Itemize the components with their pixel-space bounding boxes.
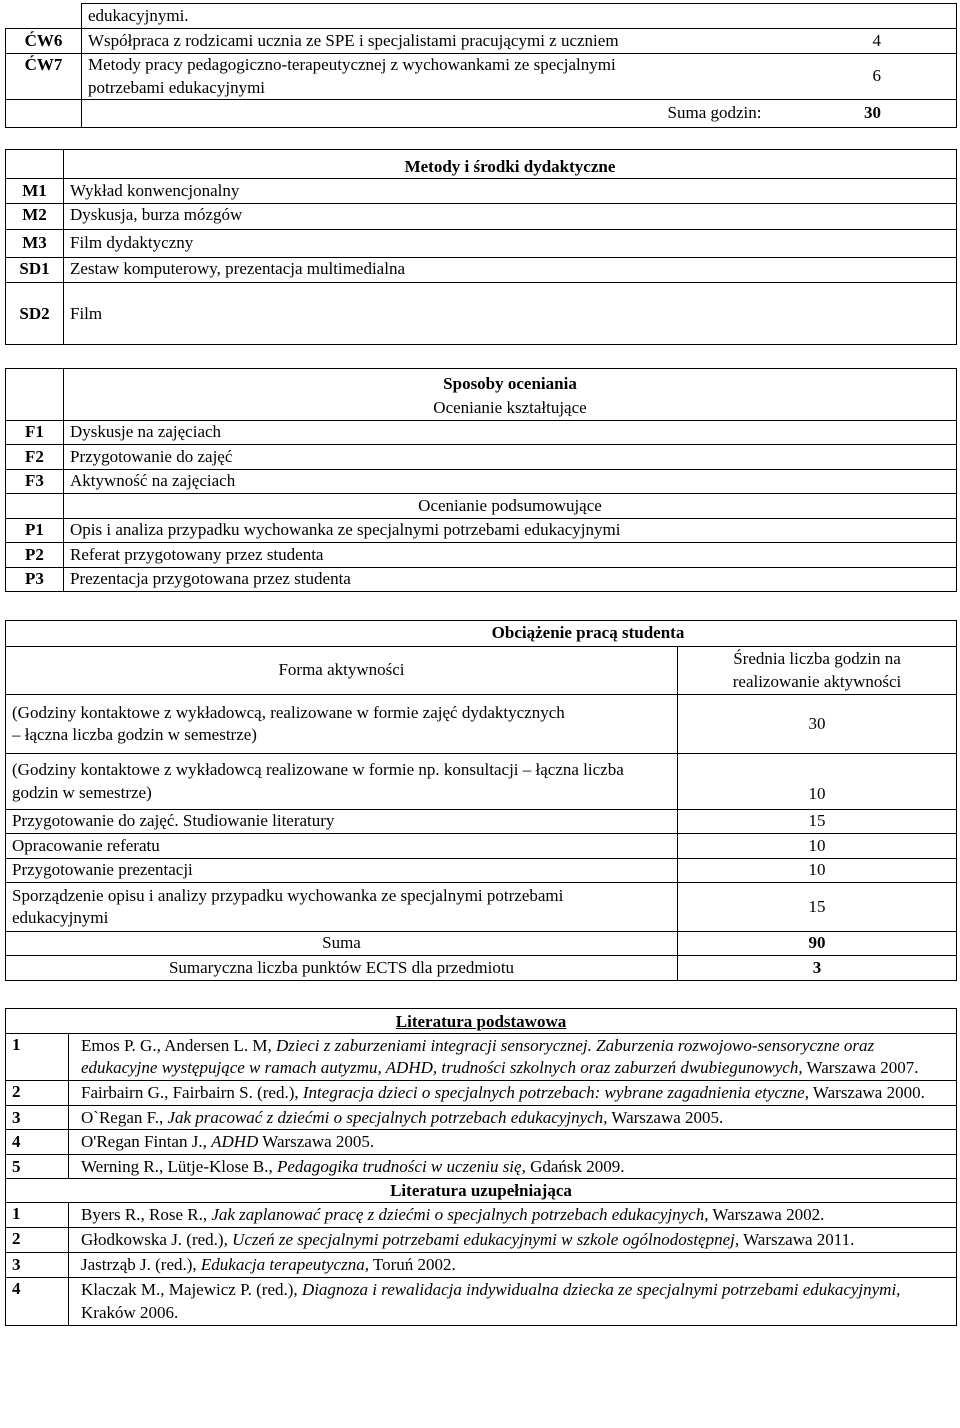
literature-rest: Gdańsk 2009. [525,1156,625,1176]
topic-code: ĆW6 [6,29,82,54]
formative-row [6,421,957,445]
assessment-code: P2 [6,543,64,568]
literature-basic-title: Literatura podstawowa [6,1009,957,1034]
literature-rest: Warszawa 2002. [708,1205,825,1225]
literature-number: 2 [6,1081,69,1106]
method-code: SD1 [6,257,64,283]
workload-row [6,754,957,810]
literature-title: Dzieci z zaburzeniami integracji sensorycznej. Zaburzenia rozwojowo-sensoryczne oraz edukacyjne występujące w ramach autyzmu, ADHD, trudności szkolnych oraz zaburzeń dwubiegunowych, [81,1036,875,1078]
literature-author: Głodkowska J. (red.), [81,1230,233,1250]
assessment-code: P1 [6,519,64,543]
literature-item [6,1228,957,1253]
assessment-text: Prezentacja przygotowana przez studenta [64,568,957,592]
literature-number: 4 [6,1130,69,1155]
method-text: Zestaw komputerowy, prezentacja multimedialna [64,257,957,283]
topic-row [6,29,957,54]
workload-activity: Sporządzenie opisu i analizy przypadku wychowanka ze specjalnymi potrzebami edukacyjnymi [6,883,678,932]
literature-title: Pedagogika trudności w uczeniu się, [277,1156,526,1176]
summative-row [6,568,957,592]
workload-hours: 10 [678,834,957,859]
workload-row [6,883,957,932]
summative-row [6,519,957,543]
method-row [6,257,957,283]
literature-title: Uczeń ze specjalnymi potrzebami edukacyjnymi w szkole ogólnodostępnej, [232,1230,740,1250]
topics-table [5,3,957,128]
literature-author: Byers R., Rose R., [81,1205,212,1225]
assessment-code: F3 [6,470,64,494]
method-code: M1 [6,178,64,204]
topics-sum-row [6,100,957,128]
methods-title: Metody i środki dydaktyczne [64,150,957,179]
literature-item [6,1106,957,1130]
literature-rest: Warszawa 2007. [802,1058,919,1078]
literature-number: 4 [6,1278,69,1325]
topic-desc: Współpraca z rodzicami ucznia ze SPE i specjalistami pracującymi z uczniem [82,29,787,54]
formative-row [6,470,957,494]
method-row [6,204,957,230]
literature-rest: Warszawa 2000. [808,1083,925,1103]
literature-author: Emos P. G., Andersen L. M, [81,1036,277,1055]
literature-author: Klaczak M., Majewicz P. (red.), [81,1280,302,1300]
workload-ects-value: 3 [678,956,957,981]
workload-activity: (Godziny kontaktowe z wykładowcą, realizowane w formie zajęć dydaktycznych – łączna liczba godzin w semestrze) [6,695,678,754]
literature-item [6,1130,957,1155]
workload-activity: Opracowanie referatu [6,834,678,859]
workload-activity: Przygotowanie do zajęć. Studiowanie literatury [6,810,678,834]
topic-hours: 6 [787,54,957,100]
workload-row [6,810,957,834]
literature-item [6,1081,957,1106]
literature-rest: Toruń 2002. [368,1255,456,1275]
literature-title: ADHD [211,1132,259,1152]
assessment-table [5,368,957,592]
workload-row [6,695,957,754]
literature-number: 5 [6,1155,69,1179]
topic-hours: 4 [787,29,957,54]
literature-author: O`Regan F., [81,1107,168,1127]
literature-rest: Warszawa 2005. [258,1132,375,1152]
topic-code: ĆW7 [6,54,82,100]
method-text: Film [64,283,957,345]
workload-sum-label: Suma [6,932,678,956]
assessment-code: F1 [6,421,64,445]
topics-top-text: edukacyjnymi. [82,4,787,29]
methods-table [5,149,957,345]
assessment-code: F2 [6,445,64,470]
literature-table [5,1008,957,1326]
literature-title: Edukacja terapeutyczna, [200,1255,369,1275]
workload-hours: 15 [678,883,957,932]
topics-top-row [6,4,957,29]
literature-number: 3 [6,1106,69,1130]
workload-title: Obciążenie pracą studenta [6,621,957,647]
method-code: M2 [6,204,64,230]
topic-row [6,54,957,100]
literature-item [6,1278,957,1325]
workload-ects-label: Sumaryczna liczba punktów ECTS dla przedmiotu [6,956,678,981]
literature-number: 1 [6,1034,69,1081]
literature-author: Jastrząb J. (red.), [81,1255,201,1275]
topics-sum-label: Suma godzin: [82,100,787,128]
assessment-title: Sposoby oceniania [64,369,957,396]
topic-desc: Metody pracy pedagogiczno-terapeutycznej z wychowankami ze specjalnymi potrzebami edukacyjnymi [82,54,787,100]
workload-hours: 15 [678,810,957,834]
workload-sum-value: 90 [678,932,957,956]
literature-rest: Kraków 2006. [81,1302,179,1322]
summative-row [6,543,957,568]
literature-item [6,1253,957,1278]
assessment-text: Aktywność na zajęciach [64,470,957,494]
literature-author: O'Regan Fintan J., [81,1132,212,1152]
workload-table [5,620,957,981]
literature-title: Jak zaplanować pracę z dziećmi o specjalnych potrzebach edukacyjnych, [211,1205,709,1225]
method-text: Film dydaktyczny [64,230,957,258]
assessment-text: Przygotowanie do zajęć [64,445,957,470]
summative-title: Ocenianie podsumowujące [64,494,957,519]
method-row [6,178,957,204]
formative-title: Ocenianie kształtujące [64,396,957,421]
method-row [6,230,957,258]
literature-title: Diagnoza i rewalidacja indywidualna dziecka ze specjalnymi potrzebami edukacyjnymi, [301,1280,901,1300]
workload-activity: (Godziny kontaktowe z wykładowcą realizowane w formie np. konsultacji – łączna liczba godzin w semestrze) [6,754,678,810]
method-row [6,283,957,345]
literature-author: Fairbairn G., Fairbairn S. (red.), [81,1083,303,1103]
workload-sum-row [6,932,957,956]
literature-number: 2 [6,1228,69,1253]
literature-rest: , Warszawa 2005. [603,1107,724,1127]
workload-header-row [6,647,957,695]
workload-hours: 10 [678,754,957,810]
literature-item [6,1203,957,1228]
literature-extra-title: Literatura uzupełniająca [6,1179,957,1203]
literature-title: Jak pracować z dziećmi o specjalnych potrzebach edukacyjnych [167,1107,604,1127]
literature-rest: Warszawa 2011. [739,1230,855,1250]
formative-row [6,445,957,470]
literature-item [6,1155,957,1179]
method-code: M3 [6,230,64,258]
method-text: Dyskusja, burza mózgów [64,204,957,230]
literature-title: Integracja dzieci o specjalnych potrzebach: wybrane zagadnienia etyczne, [302,1083,809,1103]
workload-hours: 30 [678,695,957,754]
workload-row [6,834,957,859]
literature-item [6,1034,957,1081]
literature-number: 1 [6,1203,69,1228]
workload-hours: 10 [678,859,957,883]
workload-row [6,859,957,883]
topics-sum-value: 30 [787,100,957,128]
assessment-code: P3 [6,568,64,592]
method-code: SD2 [6,283,64,345]
assessment-text: Opis i analiza przypadku wychowanka ze specjalnymi potrzebami edukacyjnymi [64,519,957,543]
assessment-text: Referat przygotowany przez studenta [64,543,957,568]
workload-activity: Przygotowanie prezentacji [6,859,678,883]
literature-number: 3 [6,1253,69,1278]
workload-ects-row [6,956,957,981]
workload-col1-header: Forma aktywności [6,647,678,695]
literature-author: Werning R., Lütje-Klose B., [81,1156,277,1176]
assessment-text: Dyskusje na zajęciach [64,421,957,445]
workload-col2-header: Średnia liczba godzin na realizowanie aktywności [678,647,957,695]
method-text: Wykład konwencjonalny [64,178,957,204]
